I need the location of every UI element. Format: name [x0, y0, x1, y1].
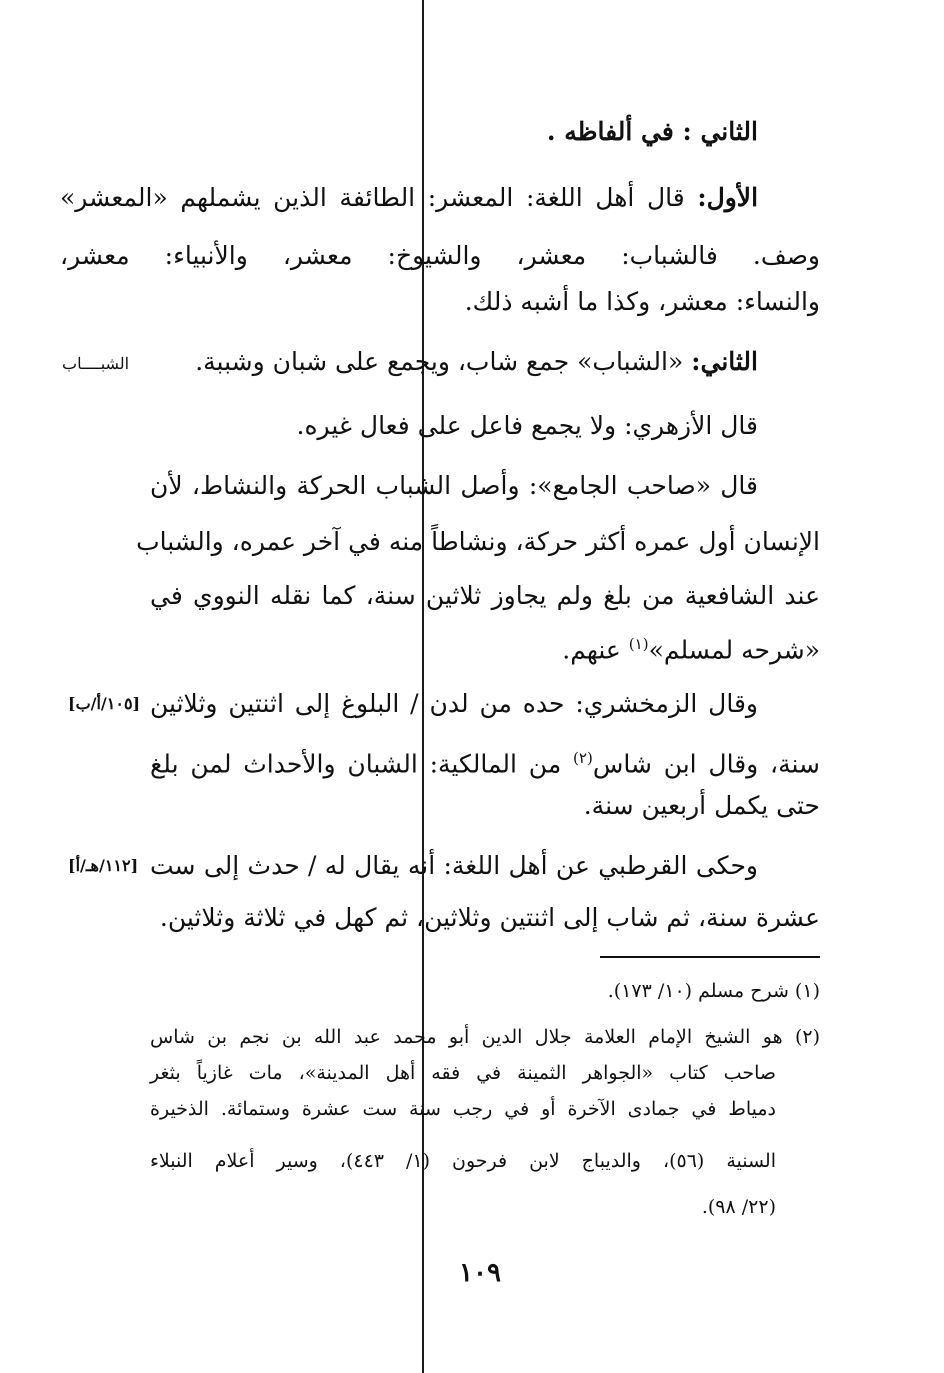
footnote-2-line-1: (٢) هو الشيخ الإمام العلامة جلال الدين أبو محمد عبد الله بن نجم بن شاس [150, 1026, 820, 1048]
margin-manuscript-ref-2: [١١٢/هـ/أ] [68, 856, 139, 875]
paragraph-2-lead: الثاني: [691, 347, 758, 376]
paragraph-1-lead: الأول: [697, 183, 759, 212]
footnote-source-text: «شرحه لمسلم» [648, 635, 820, 665]
page-number: ١٠٩ [459, 1258, 501, 1288]
paragraph-5-line-1: وقال الزمخشري: حده من لدن / البلوغ إلى اثنتين وثلاثين [150, 689, 758, 718]
paragraph-6-line-2: عشرة سنة، ثم شاب إلى اثنتين وثلاثين، ثم كهل في ثلاثة وثلاثين. [159, 903, 820, 932]
footnote-ref-1: (١) [628, 635, 649, 653]
footnote-2-line-5: (٢٢/ ٩٨). [701, 1196, 776, 1218]
paragraph-2-line-1 [195, 342, 758, 382]
footnote-separator [600, 956, 820, 958]
paragraph-1-line-1 [60, 178, 758, 218]
paragraph-6-line-1: وحكى القرطبي عن أهل اللغة: أنه يقال له / حدث إلى ست [150, 851, 758, 880]
paragraph-4-line-1: قال «صاحب الجامع»: وأصل الشباب الحركة والنشاط، لأن [150, 471, 758, 500]
footnote-2-line-4: السنية (٥٦)، والديباج لابن فرحون (١/ ٤٤٣)، وسير أعلام النبلاء [150, 1150, 776, 1172]
footnote-2-line-2: صاحب كتاب «الجواهر الثمينة في فقه أهل المدينة»، مات غازياً بثغر [150, 1062, 776, 1084]
footnote-ref-2: (٢) [573, 749, 593, 767]
footnote-2-line-3: دمياط في جمادى الآخرة أو في رجب سنة ست عشرة وستمائة. الذخيرة [150, 1098, 776, 1120]
margin-manuscript-ref-1: [١٠٥/أ/ب] [68, 694, 141, 713]
paragraph-2-text: «الشباب» جمع شاب، ويجمع على شبان وشببة. [195, 347, 684, 376]
paragraph-5-line-3: حتى يكمل أربعين سنة. [583, 791, 820, 820]
margin-topic-note: الشبــــاب [62, 354, 130, 373]
paragraph-5-part-a: سنة، وقال ابن شاس [592, 749, 821, 779]
paragraph-4-line-3: عند الشافعية من بلغ ولم يجاوز ثلاثين سنة، كما نقله النووي في [150, 581, 820, 610]
paragraph-4-line-4 [562, 624, 820, 664]
paragraph-3-line-1: قال الأزهري: ولا يجمع فاعل على فعال غيره. [296, 411, 758, 440]
paragraph-5-line-2 [150, 738, 820, 778]
section-heading: الثاني : في ألفاظه . [546, 117, 758, 146]
paragraph-4-end: عنهم. [562, 635, 629, 665]
paragraph-5-part-b: من المالكية: الشبان والأحداث لمن بلغ [150, 749, 574, 779]
paragraph-4-line-2: الإنسان أول عمره أكثر حركة، ونشاطاً منه في آخر عمره، والشباب [136, 527, 820, 556]
footnote-1: (١) شرح مسلم (١٠/ ١٧٣). [607, 980, 820, 1002]
paragraph-1-line-3: والنساء: معشر، وكذا ما أشبه ذلك. [464, 287, 820, 316]
paragraph-1-text: قال أهل اللغة: المعشر: الطائفة الذين يشملهم «المعشر» [60, 183, 685, 212]
paragraph-1-line-2: وصف. فالشباب: معشر، والشيوخ: معشر، والأنبياء: معشر، [60, 241, 820, 270]
